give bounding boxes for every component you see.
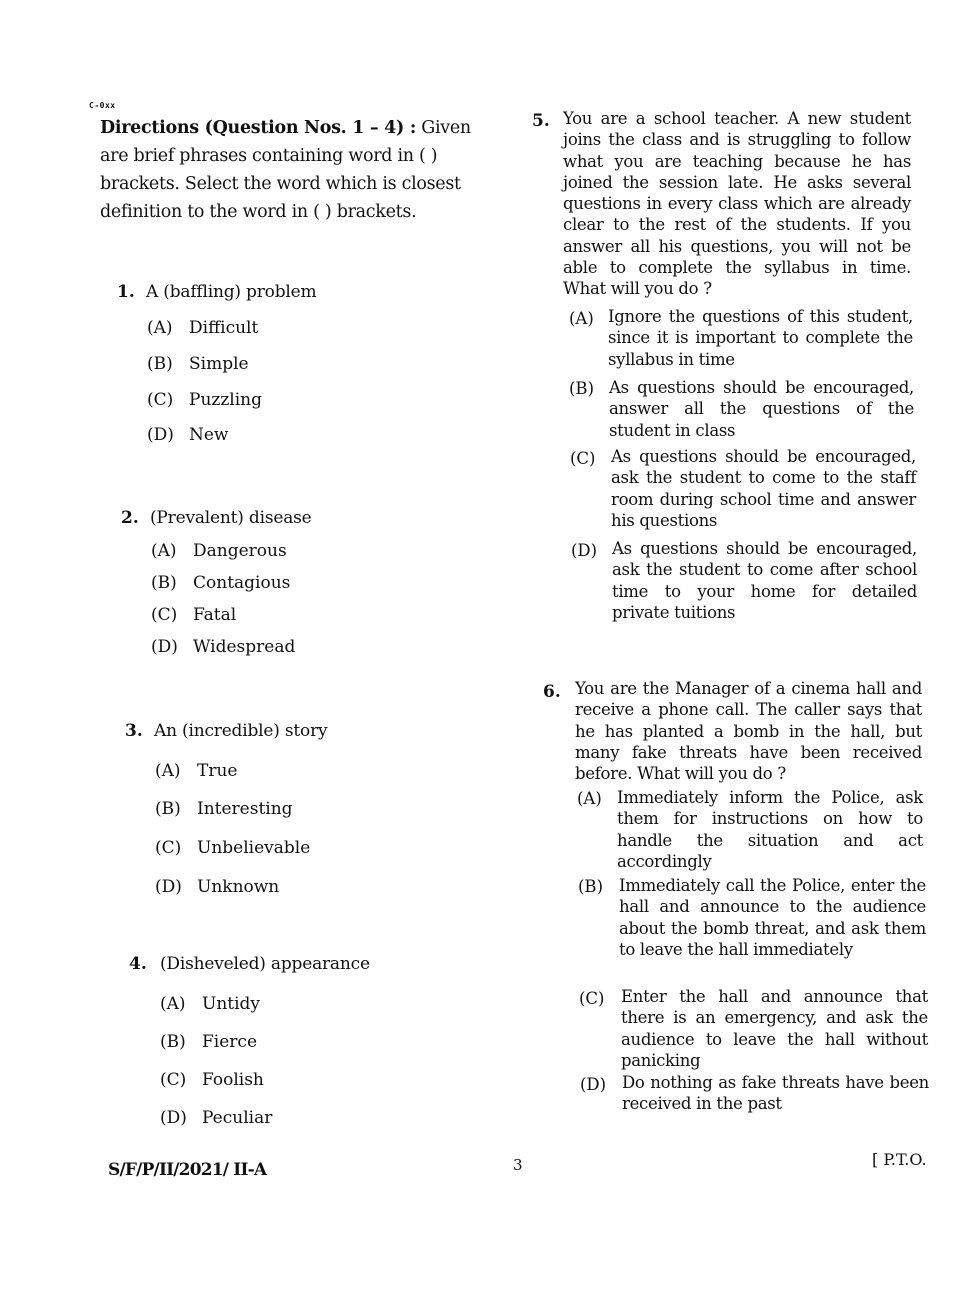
question-text: An (incredible) story (154, 721, 328, 741)
option-label: (B) (160, 1032, 186, 1052)
option-label: (B) (147, 354, 173, 374)
header-mark: C-0xx (89, 101, 116, 110)
option-text: Foolish (202, 1070, 264, 1090)
paper-code: S/F/P/II/2021/ II-A (108, 1160, 267, 1180)
option-label: (B) (155, 799, 181, 819)
question-number: 1. (117, 282, 135, 302)
option-label: (A) (155, 761, 181, 781)
option-text: Interesting (197, 799, 293, 819)
option-text: Difficult (189, 318, 259, 338)
option-label: (C) (147, 390, 174, 410)
option-label: (A) (151, 541, 177, 561)
directions-title: Directions (Question Nos. 1 – 4) : (100, 118, 416, 138)
question-text: A (baffling) problem (146, 282, 317, 302)
option-label: (A) (569, 309, 594, 328)
option-label: (D) (571, 541, 598, 560)
option-label: (C) (579, 989, 605, 1008)
question-number: 5. (532, 111, 550, 131)
option-text: Do nothing as fake threats have been received in the past (622, 1073, 929, 1114)
option-text: Contagious (193, 573, 291, 593)
question-number: 2. (121, 508, 139, 528)
option-text: Untidy (202, 994, 261, 1014)
option-label: (B) (569, 379, 594, 398)
option-label: (C) (570, 449, 596, 468)
option-text: As questions should be encouraged, ask the student to come after school time to your home for detailed private tuitions (612, 539, 917, 622)
option-label: (D) (160, 1108, 187, 1128)
question-text: You are the Manager of a cinema hall and receive a phone call. The caller says that he has planted a bomb in the hall, but many fake threats have been received before. What will you do ? (575, 679, 922, 784)
option-text: Fatal (193, 605, 237, 625)
option-label: (B) (151, 573, 177, 593)
directions-text: Given are brief phrases containing word in ( ) brackets. Select the word which is closest definition to the word in ( ) brackets. (100, 118, 471, 222)
option-text: Immediately inform the Police, ask them for instructions on how to handle the situation and act accordingly (617, 788, 923, 871)
option-text: Unbelievable (197, 838, 311, 858)
option-text: Unknown (197, 877, 280, 897)
option-text: Dangerous (193, 541, 287, 561)
pto-label: [ P.T.O. (872, 1150, 927, 1169)
option-label: (C) (151, 605, 178, 625)
option-label: (D) (580, 1075, 607, 1094)
option-text: As questions should be encouraged, ask the student to come to the staff room during school time and answer his questions (611, 447, 916, 530)
option-label: (A) (160, 994, 186, 1014)
option-text: Puzzling (189, 390, 263, 410)
option-label: (B) (578, 877, 603, 896)
question-text: (Disheveled) appearance (160, 954, 370, 974)
option-text: New (189, 425, 229, 445)
option-label: (C) (160, 1070, 187, 1090)
directions (100, 114, 498, 226)
question-text: (Prevalent) disease (150, 508, 312, 528)
option-label: (D) (155, 877, 182, 897)
option-label: (D) (151, 637, 178, 657)
option-text: Simple (189, 354, 249, 374)
option-label: (D) (147, 425, 174, 445)
option-label: (C) (155, 838, 182, 858)
option-text: Enter the hall and announce that there is an emergency, and ask the audience to leave the hall without panicking (621, 987, 928, 1070)
page-number: 3 (513, 1156, 523, 1174)
option-text: Ignore the questions of this student, since it is important to complete the syllabus in time (608, 307, 913, 369)
option-label: (A) (147, 318, 173, 338)
question-number: 4. (129, 954, 147, 974)
question-number: 6. (543, 682, 561, 702)
option-label: (A) (577, 789, 602, 808)
question-number: 3. (125, 721, 143, 741)
option-text: As questions should be encouraged, answer all the questions of the student in class (609, 378, 914, 440)
question-text: You are a school teacher. A new student joins the class and is struggling to follow what you are teaching because he has joined the session late. He asks several questions in every class which are already clear to the rest of the students. If you answer all his questions, you will not be able to complete the syllabus in time. What will you do ? (563, 109, 911, 299)
option-text: True (197, 761, 238, 781)
option-text: Widespread (193, 637, 296, 657)
option-text: Peculiar (202, 1108, 273, 1128)
option-text: Fierce (202, 1032, 258, 1052)
option-text: Immediately call the Police, enter the hall and announce to the audience about the bomb threat, and ask them to leave the hall immediately (619, 876, 926, 959)
